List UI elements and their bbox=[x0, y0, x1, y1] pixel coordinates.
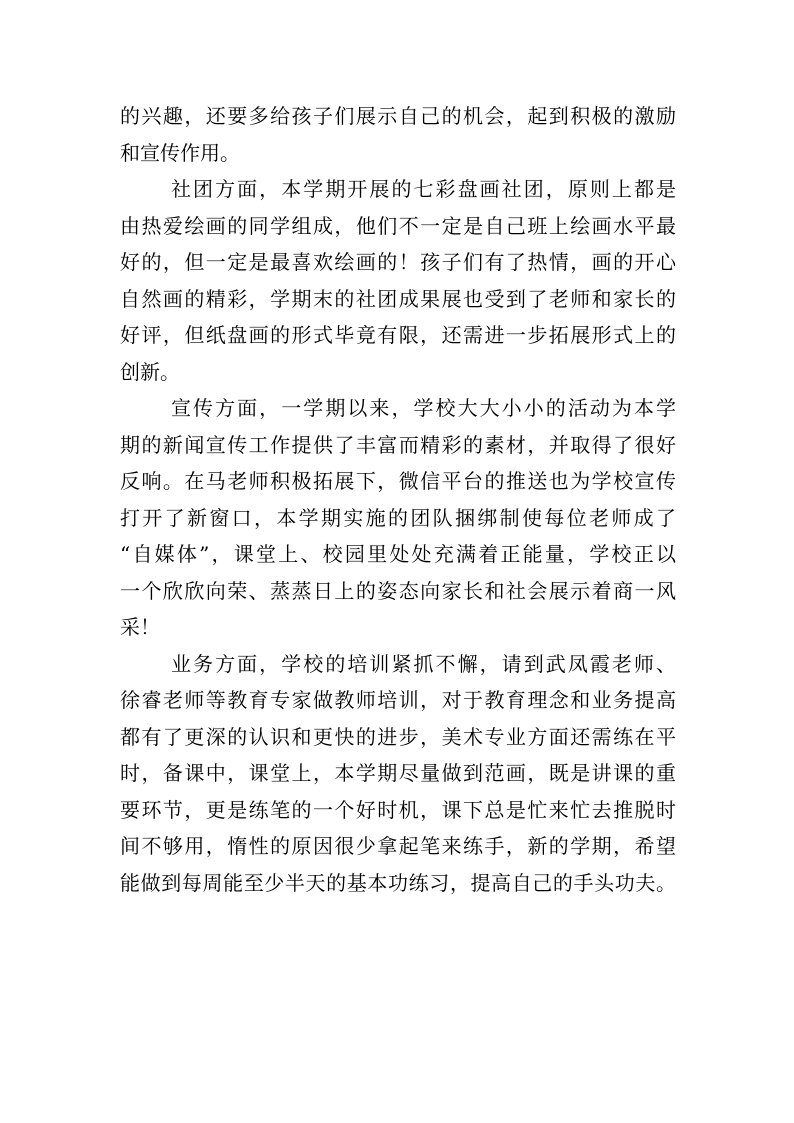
text-line: 业务方面，学校的培训紧抓不懈，请到武凤霞老师、 bbox=[171, 651, 676, 676]
text-line: 能做到每周能至少半天的基本功练习，提高自己的手头功夫。 bbox=[120, 870, 676, 895]
text-line: 社团方面，本学期开展的七彩盘画社团，原则上都是 bbox=[171, 177, 676, 201]
text-line: 的兴趣，还要多给孩子们展示自己的机会，起到积极的激励 bbox=[120, 104, 676, 128]
text-line: 宣传方面，一学期以来，学校大大小小的活动为本学 bbox=[171, 396, 676, 420]
text-line: “自媒体”，课堂上、校园里处处充满着正能量，学校正以 bbox=[120, 542, 676, 566]
text-line: 间不够用，惰性的原因很少拿起笔来练手，新的学期，希望 bbox=[120, 834, 676, 858]
text-line: 徐睿老师等教育专家做教师培训，对于教育理念和业务提高 bbox=[120, 688, 676, 712]
text-line: 一个欣欣向荣、蒸蒸日上的姿态向家长和社会展示着商一风 bbox=[120, 578, 676, 603]
text-line: 和宣传作用。 bbox=[120, 140, 240, 165]
text-line: 采！ bbox=[120, 615, 160, 639]
paragraph-publicity bbox=[120, 390, 676, 646]
paragraph-intro-continuation bbox=[120, 98, 676, 171]
text-line: 好的，但一定是最喜欢绘画的！孩子们有了热情，画的开心 bbox=[120, 250, 676, 274]
text-line: 要环节，更是练笔的一个好时机，课下总是忙来忙去推脱时 bbox=[120, 797, 676, 822]
document-body bbox=[120, 98, 676, 901]
text-line: 打开了新窗口，本学期实施的团队捆绑制使每位老师成了 bbox=[120, 505, 676, 530]
text-line: 好评，但纸盘画的形式毕竟有限，还需进一步拓展形式上的 bbox=[120, 323, 676, 347]
text-line: 反响。在马老师积极拓展下，微信平台的推送也为学校宣传 bbox=[120, 469, 676, 493]
paragraph-professional bbox=[120, 646, 676, 902]
text-line: 自然画的精彩，学期末的社团成果展也受到了老师和家长的 bbox=[120, 286, 676, 311]
text-line: 由热爱绘画的同学组成，他们不一定是自己班上绘画水平最 bbox=[120, 213, 676, 238]
text-line: 时，备课中，课堂上，本学期尽量做到范画，既是讲课的重 bbox=[120, 761, 676, 785]
text-line: 创新。 bbox=[120, 359, 180, 384]
text-line: 都有了更深的认识和更快的进步，美术专业方面还需练在平 bbox=[120, 724, 676, 749]
text-line: 期的新闻宣传工作提供了丰富而精彩的素材，并取得了很好 bbox=[120, 432, 676, 457]
paragraph-club bbox=[120, 171, 676, 390]
